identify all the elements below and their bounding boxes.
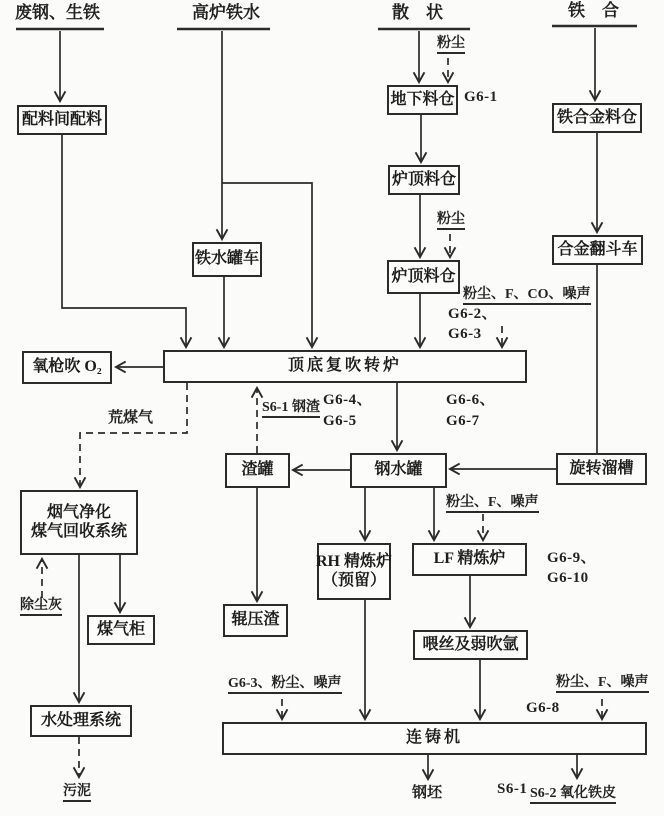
label-g6-5: G6-5 [323,413,357,429]
rh-furnace-line1: RH 精炼炉 [316,553,393,571]
label-dust-removal-ash: 除尘灰 [20,598,62,616]
node-furnace-top-bin-lower: 炉顶料仓 [387,260,460,294]
label-s6-1: S6-1 [497,781,528,797]
node-furnace-top-bin-upper: 炉顶料仓 [388,165,460,195]
label-g6-3: G6-3 [448,326,482,342]
source-ferroalloy: 铁 合 [568,1,619,20]
label-dust-mid: 粉尘 [437,212,465,230]
node-hot-metal-ladle-car: 铁水罐车 [192,242,262,277]
label-billet: 钢坯 [412,785,443,801]
node-oxygen-lance: 氧枪吹 O₂ [22,351,112,384]
node-wire-feeding-argon: 喂丝及弱吹氩 [413,630,528,660]
node-gas-cleaning-recovery [20,490,138,555]
node-steel-ladle: 钢水罐 [350,453,447,488]
node-ferroalloy-bin: 铁合金料仓 [552,103,642,133]
label-raw-coal-gas: 荒煤气 [108,410,154,426]
node-lf-refining-furnace: LF 精炼炉 [412,543,527,576]
label-g6-6: G6-6、 [446,392,496,408]
source-scrap-pig-iron: 废钢、生铁 [15,3,100,22]
rh-furnace-line2: （预留） [321,571,386,589]
label-g6-4: G6-4、 [323,392,373,408]
node-roller-pressed-slag: 辊压渣 [223,604,288,637]
node-alloy-dump-car: 合金翻斗车 [552,235,643,265]
node-underground-bin: 地下料仓 [387,85,458,115]
gas-cleaning-line2: 煤气回收系统 [30,522,127,540]
node-gas-holder: 煤气柜 [87,615,155,645]
source-bulk-material: 散 状 [392,3,443,22]
label-dust-f-noise-caster: 粉尘、F、噪声 [556,675,649,693]
node-converter: 顶底复吹转炉 [163,350,527,383]
node-rotary-chute: 旋转溜槽 [556,453,647,485]
label-g6-7: G6-7 [446,413,480,429]
node-batching-room: 配料间配料 [17,105,107,135]
label-dust-f-noise-lf: 粉尘、F、噪声 [446,495,539,513]
node-water-treatment: 水处理系统 [30,705,132,737]
label-dust-f-co-noise: 粉尘、F、CO、噪声 [463,287,591,305]
label-dust-top: 粉尘 [437,36,465,54]
label-s6-2-iron-oxide-scale: S6-2 氧化铁皮 [530,786,616,804]
gas-cleaning-line1: 烟气净化 [46,504,111,522]
label-g6-8: G6-8 [526,700,560,716]
node-rh-refining-furnace [317,543,391,600]
node-continuous-caster: 连铸机 [222,722,647,755]
label-g6-9: G6-9、 [547,550,597,566]
node-slag-pot: 渣罐 [225,453,290,488]
label-sludge: 污泥 [63,784,91,802]
label-g6-10: G6-10 [547,570,589,586]
label-s6-1-steel-slag: S6-1 钢渣 [262,400,320,418]
label-g6-2: G6-2、 [448,306,498,322]
label-g6-3-dust-noise: G6-3、粉尘、噪声 [228,676,342,694]
source-hot-metal: 高炉铁水 [192,3,260,22]
label-g6-1: G6-1 [464,89,498,105]
